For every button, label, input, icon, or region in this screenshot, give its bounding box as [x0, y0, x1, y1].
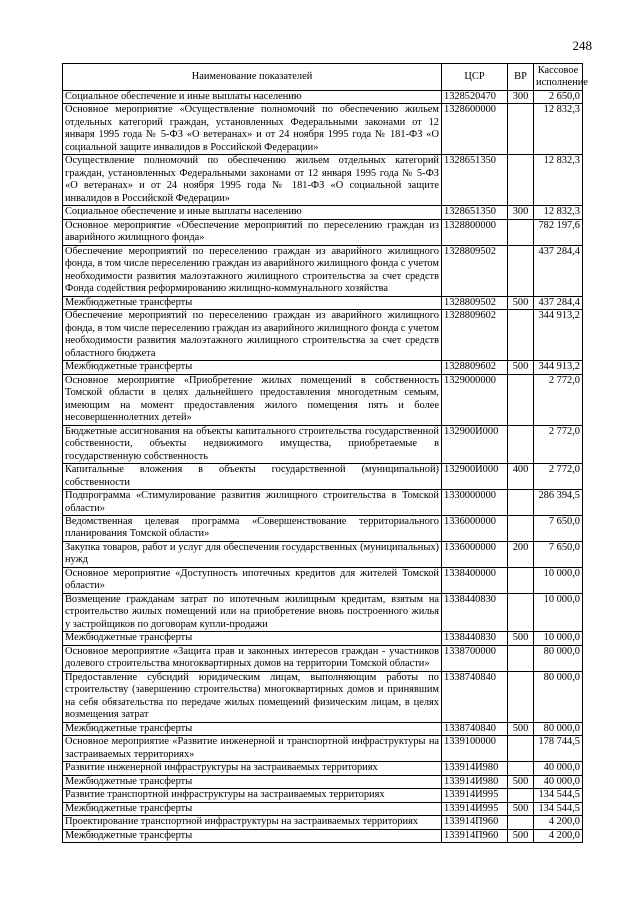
row-csr-cell: 1330000000 [442, 490, 508, 516]
table-row [63, 464, 583, 490]
row-name-cell: Основное мероприятие «Доступность ипотечных кредитов для жителей Томской области» [63, 567, 442, 593]
row-vr-cell [508, 789, 534, 802]
row-amount-cell: 80 000,0 [534, 671, 583, 722]
row-vr-cell [508, 490, 534, 516]
row-vr-cell [508, 762, 534, 775]
row-name-cell: Обеспечение мероприятий по переселению граждан из аварийного жилищного фонда, в том числе переселению граждан из аварийного жилищного фонда с учетом необходимости развития малоэтажного жилищного строительства за счет средств областного бюджета [63, 310, 442, 361]
row-csr-cell: 1338740840 [442, 671, 508, 722]
row-name-cell: Ведомственная целевая программа «Совершенствование территориального планирования Томской области» [63, 515, 442, 541]
row-vr-cell [508, 736, 534, 762]
table-row [63, 374, 583, 425]
table-row [63, 245, 583, 296]
table-row [63, 816, 583, 829]
row-vr-cell: 500 [508, 632, 534, 645]
row-name-cell: Возмещение гражданам затрат по ипотечным жилищным кредитам, взятым на строительство жилых помещений или на приобретение вновь построенного жилья у застройщиков по договорам купли-продажи [63, 593, 442, 631]
row-amount-cell: 134 544,5 [534, 789, 583, 802]
row-csr-cell: 133914П960 [442, 816, 508, 829]
row-csr-cell: 1328809502 [442, 296, 508, 309]
row-vr-cell: 300 [508, 91, 534, 104]
row-amount-cell: 437 284,4 [534, 296, 583, 309]
table-row [63, 296, 583, 309]
row-amount-cell: 7 650,0 [534, 541, 583, 567]
row-amount-cell: 344 913,2 [534, 310, 583, 361]
row-vr-cell [508, 567, 534, 593]
table-row [63, 91, 583, 104]
row-csr-cell: 1328520470 [442, 91, 508, 104]
row-csr-cell: 133914И995 [442, 802, 508, 815]
row-csr-cell: 132900И000 [442, 464, 508, 490]
row-amount-cell: 10 000,0 [534, 593, 583, 631]
row-name-cell: Осуществление полномочий по обеспечению жильем отдельных категорий граждан, установленных Федеральными законами от 12 января 1995 года № 5-ФЗ «О ветеранах» и от 24 ноября 1995 года № 181-ФЗ «О социальной защите инвалидов в Российской Федерации» [63, 155, 442, 206]
table-row [63, 541, 583, 567]
row-amount-cell: 178 744,5 [534, 736, 583, 762]
row-name-cell: Социальное обеспечение и иные выплаты населению [63, 91, 442, 104]
table-row [63, 722, 583, 735]
row-amount-cell: 2 772,0 [534, 425, 583, 463]
budget-table [62, 63, 588, 843]
table-row [63, 736, 583, 762]
row-name-cell: Социальное обеспечение и иные выплаты населению [63, 206, 442, 219]
table-body [63, 91, 583, 843]
row-name-cell: Развитие транспортной инфраструктуры на застраиваемых территориях [63, 789, 442, 802]
row-name-cell: Межбюджетные трансферты [63, 802, 442, 815]
row-amount-cell: 2 772,0 [534, 374, 583, 425]
row-csr-cell: 1338700000 [442, 645, 508, 671]
row-csr-cell: 1328809602 [442, 361, 508, 374]
row-name-cell: Закупка товаров, работ и услуг для обеспечения государственных (муниципальных) нужд [63, 541, 442, 567]
row-vr-cell: 300 [508, 206, 534, 219]
row-csr-cell: 1338740840 [442, 722, 508, 735]
table-row [63, 829, 583, 842]
table-row [63, 361, 583, 374]
row-name-cell: Обеспечение мероприятий по переселению граждан из аварийного жилищного фонда, в том числе переселению граждан из аварийного жилищного фонда с учетом необходимости развития малоэтажного жилищного строительства за счет средств Фонда содействия реформированию жилищно-коммунального хозяйства [63, 245, 442, 296]
table-row [63, 515, 583, 541]
row-name-cell: Подпрограмма «Стимулирование развития жилищного строительства в Томской области» [63, 490, 442, 516]
row-csr-cell: 133914И995 [442, 789, 508, 802]
table-row [63, 671, 583, 722]
row-vr-cell: 200 [508, 541, 534, 567]
table-row [63, 490, 583, 516]
row-name-cell: Предоставление субсидий юридическим лицам, выполняющим работы по строительству (завершению строительства) многоквартирных домов и принявшим на себя обязательства по передаче жилых помещений физическим лицам, в целях возмещения затрат [63, 671, 442, 722]
row-name-cell: Межбюджетные трансферты [63, 775, 442, 788]
row-amount-cell: 4 200,0 [534, 816, 583, 829]
row-vr-cell [508, 645, 534, 671]
row-amount-cell: 12 832,3 [534, 155, 583, 206]
row-amount-cell: 10 000,0 [534, 567, 583, 593]
table-header [63, 64, 588, 91]
row-vr-cell: 500 [508, 829, 534, 842]
row-csr-cell: 1338440830 [442, 632, 508, 645]
row-vr-cell [508, 515, 534, 541]
row-csr-cell: 1328800000 [442, 219, 508, 245]
row-csr-cell: 133914И980 [442, 775, 508, 788]
table-row [63, 645, 583, 671]
page-number: 248 [572, 38, 592, 53]
header-csr: ЦСР [442, 64, 508, 91]
row-csr-cell: 1328809502 [442, 245, 508, 296]
header-vr: ВР [508, 64, 534, 91]
table-row [63, 567, 583, 593]
row-amount-cell: 7 650,0 [534, 515, 583, 541]
row-vr-cell: 500 [508, 722, 534, 735]
row-vr-cell [508, 104, 534, 155]
row-vr-cell: 500 [508, 361, 534, 374]
row-csr-cell: 1328651350 [442, 155, 508, 206]
row-name-cell: Основное мероприятие «Развитие инженерной и транспортной инфраструктуры на застраиваемых территориях» [63, 736, 442, 762]
table-row [63, 789, 583, 802]
row-csr-cell: 133914П960 [442, 829, 508, 842]
row-name-cell: Межбюджетные трансферты [63, 296, 442, 309]
row-vr-cell [508, 671, 534, 722]
row-csr-cell: 1328651350 [442, 206, 508, 219]
header-row [63, 64, 583, 91]
row-name-cell: Проектирование транспортной инфраструктуры на застраиваемых территориях [63, 816, 442, 829]
row-vr-cell: 500 [508, 296, 534, 309]
row-amount-cell: 80 000,0 [534, 722, 583, 735]
row-name-cell: Основное мероприятие «Осуществление полномочий по обеспечению жильем отдельных категорий граждан, установленных Федеральными законами от 12 января 1995 года № 5-ФЗ «О ветеранах» и от 24 ноября 1995 года № 181-ФЗ «О социальной защите инвалидов в Российской Федерации» [63, 104, 442, 155]
row-vr-cell: 500 [508, 802, 534, 815]
row-amount-cell: 286 394,5 [534, 490, 583, 516]
table-row [63, 802, 583, 815]
row-name-cell: Основное мероприятие «Защита прав и законных интересов граждан - участников долевого строительства многоквартирных домов на территории Томской области» [63, 645, 442, 671]
row-name-cell: Развитие инженерной инфраструктуры на застраиваемых территориях [63, 762, 442, 775]
row-amount-cell: 10 000,0 [534, 632, 583, 645]
header-name: Наименование показателей [63, 64, 442, 91]
row-vr-cell [508, 425, 534, 463]
row-amount-cell: 2 650,0 [534, 91, 583, 104]
header-amount: Кассовое исполнение [534, 64, 583, 91]
row-name-cell: Межбюджетные трансферты [63, 361, 442, 374]
row-vr-cell [508, 816, 534, 829]
table-row [63, 632, 583, 645]
table-row [63, 425, 583, 463]
row-csr-cell: 133914И980 [442, 762, 508, 775]
row-csr-cell: 1338400000 [442, 567, 508, 593]
row-vr-cell: 500 [508, 775, 534, 788]
row-amount-cell: 4 200,0 [534, 829, 583, 842]
row-csr-cell: 1328809602 [442, 310, 508, 361]
row-amount-cell: 12 832,3 [534, 206, 583, 219]
row-name-cell: Межбюджетные трансферты [63, 722, 442, 735]
row-amount-cell: 782 197,6 [534, 219, 583, 245]
row-amount-cell: 80 000,0 [534, 645, 583, 671]
table-row [63, 762, 583, 775]
row-amount-cell: 40 000,0 [534, 762, 583, 775]
row-amount-cell: 40 000,0 [534, 775, 583, 788]
row-csr-cell: 1329000000 [442, 374, 508, 425]
row-amount-cell: 12 832,3 [534, 104, 583, 155]
row-name-cell: Межбюджетные трансферты [63, 829, 442, 842]
table-row [63, 155, 583, 206]
row-name-cell: Основное мероприятие «Приобретение жилых помещений в собственность Томской области в целях дальнейшего предоставления многодетным семьям, имеющим на момент предоставления жилого помещения пять и более несовершеннолетних детей» [63, 374, 442, 425]
row-vr-cell [508, 374, 534, 425]
table-row [63, 775, 583, 788]
row-amount-cell: 344 913,2 [534, 361, 583, 374]
row-vr-cell [508, 155, 534, 206]
row-vr-cell [508, 310, 534, 361]
row-vr-cell: 400 [508, 464, 534, 490]
table-row [63, 104, 583, 155]
table-row [63, 219, 583, 245]
row-csr-cell: 1338440830 [442, 593, 508, 631]
table-row [63, 593, 583, 631]
table-row [63, 206, 583, 219]
row-name-cell: Основное мероприятие «Обеспечение мероприятий по переселению граждан из аварийного жилищного фонда» [63, 219, 442, 245]
row-name-cell: Межбюджетные трансферты [63, 632, 442, 645]
row-name-cell: Бюджетные ассигнования на объекты капитального строительства государственной собственности, объекты недвижимого имущества, приобретаемые в государственную собственность [63, 425, 442, 463]
row-csr-cell: 1328600000 [442, 104, 508, 155]
row-vr-cell [508, 219, 534, 245]
row-csr-cell: 132900И000 [442, 425, 508, 463]
row-csr-cell: 1336000000 [442, 541, 508, 567]
row-csr-cell: 1336000000 [442, 515, 508, 541]
row-amount-cell: 134 544,5 [534, 802, 583, 815]
row-csr-cell: 1339100000 [442, 736, 508, 762]
row-amount-cell: 437 284,4 [534, 245, 583, 296]
row-vr-cell [508, 593, 534, 631]
row-vr-cell [508, 245, 534, 296]
row-name-cell: Капитальные вложения в объекты государственной (муниципальной) собственности [63, 464, 442, 490]
row-amount-cell: 2 772,0 [534, 464, 583, 490]
table-row [63, 310, 583, 361]
